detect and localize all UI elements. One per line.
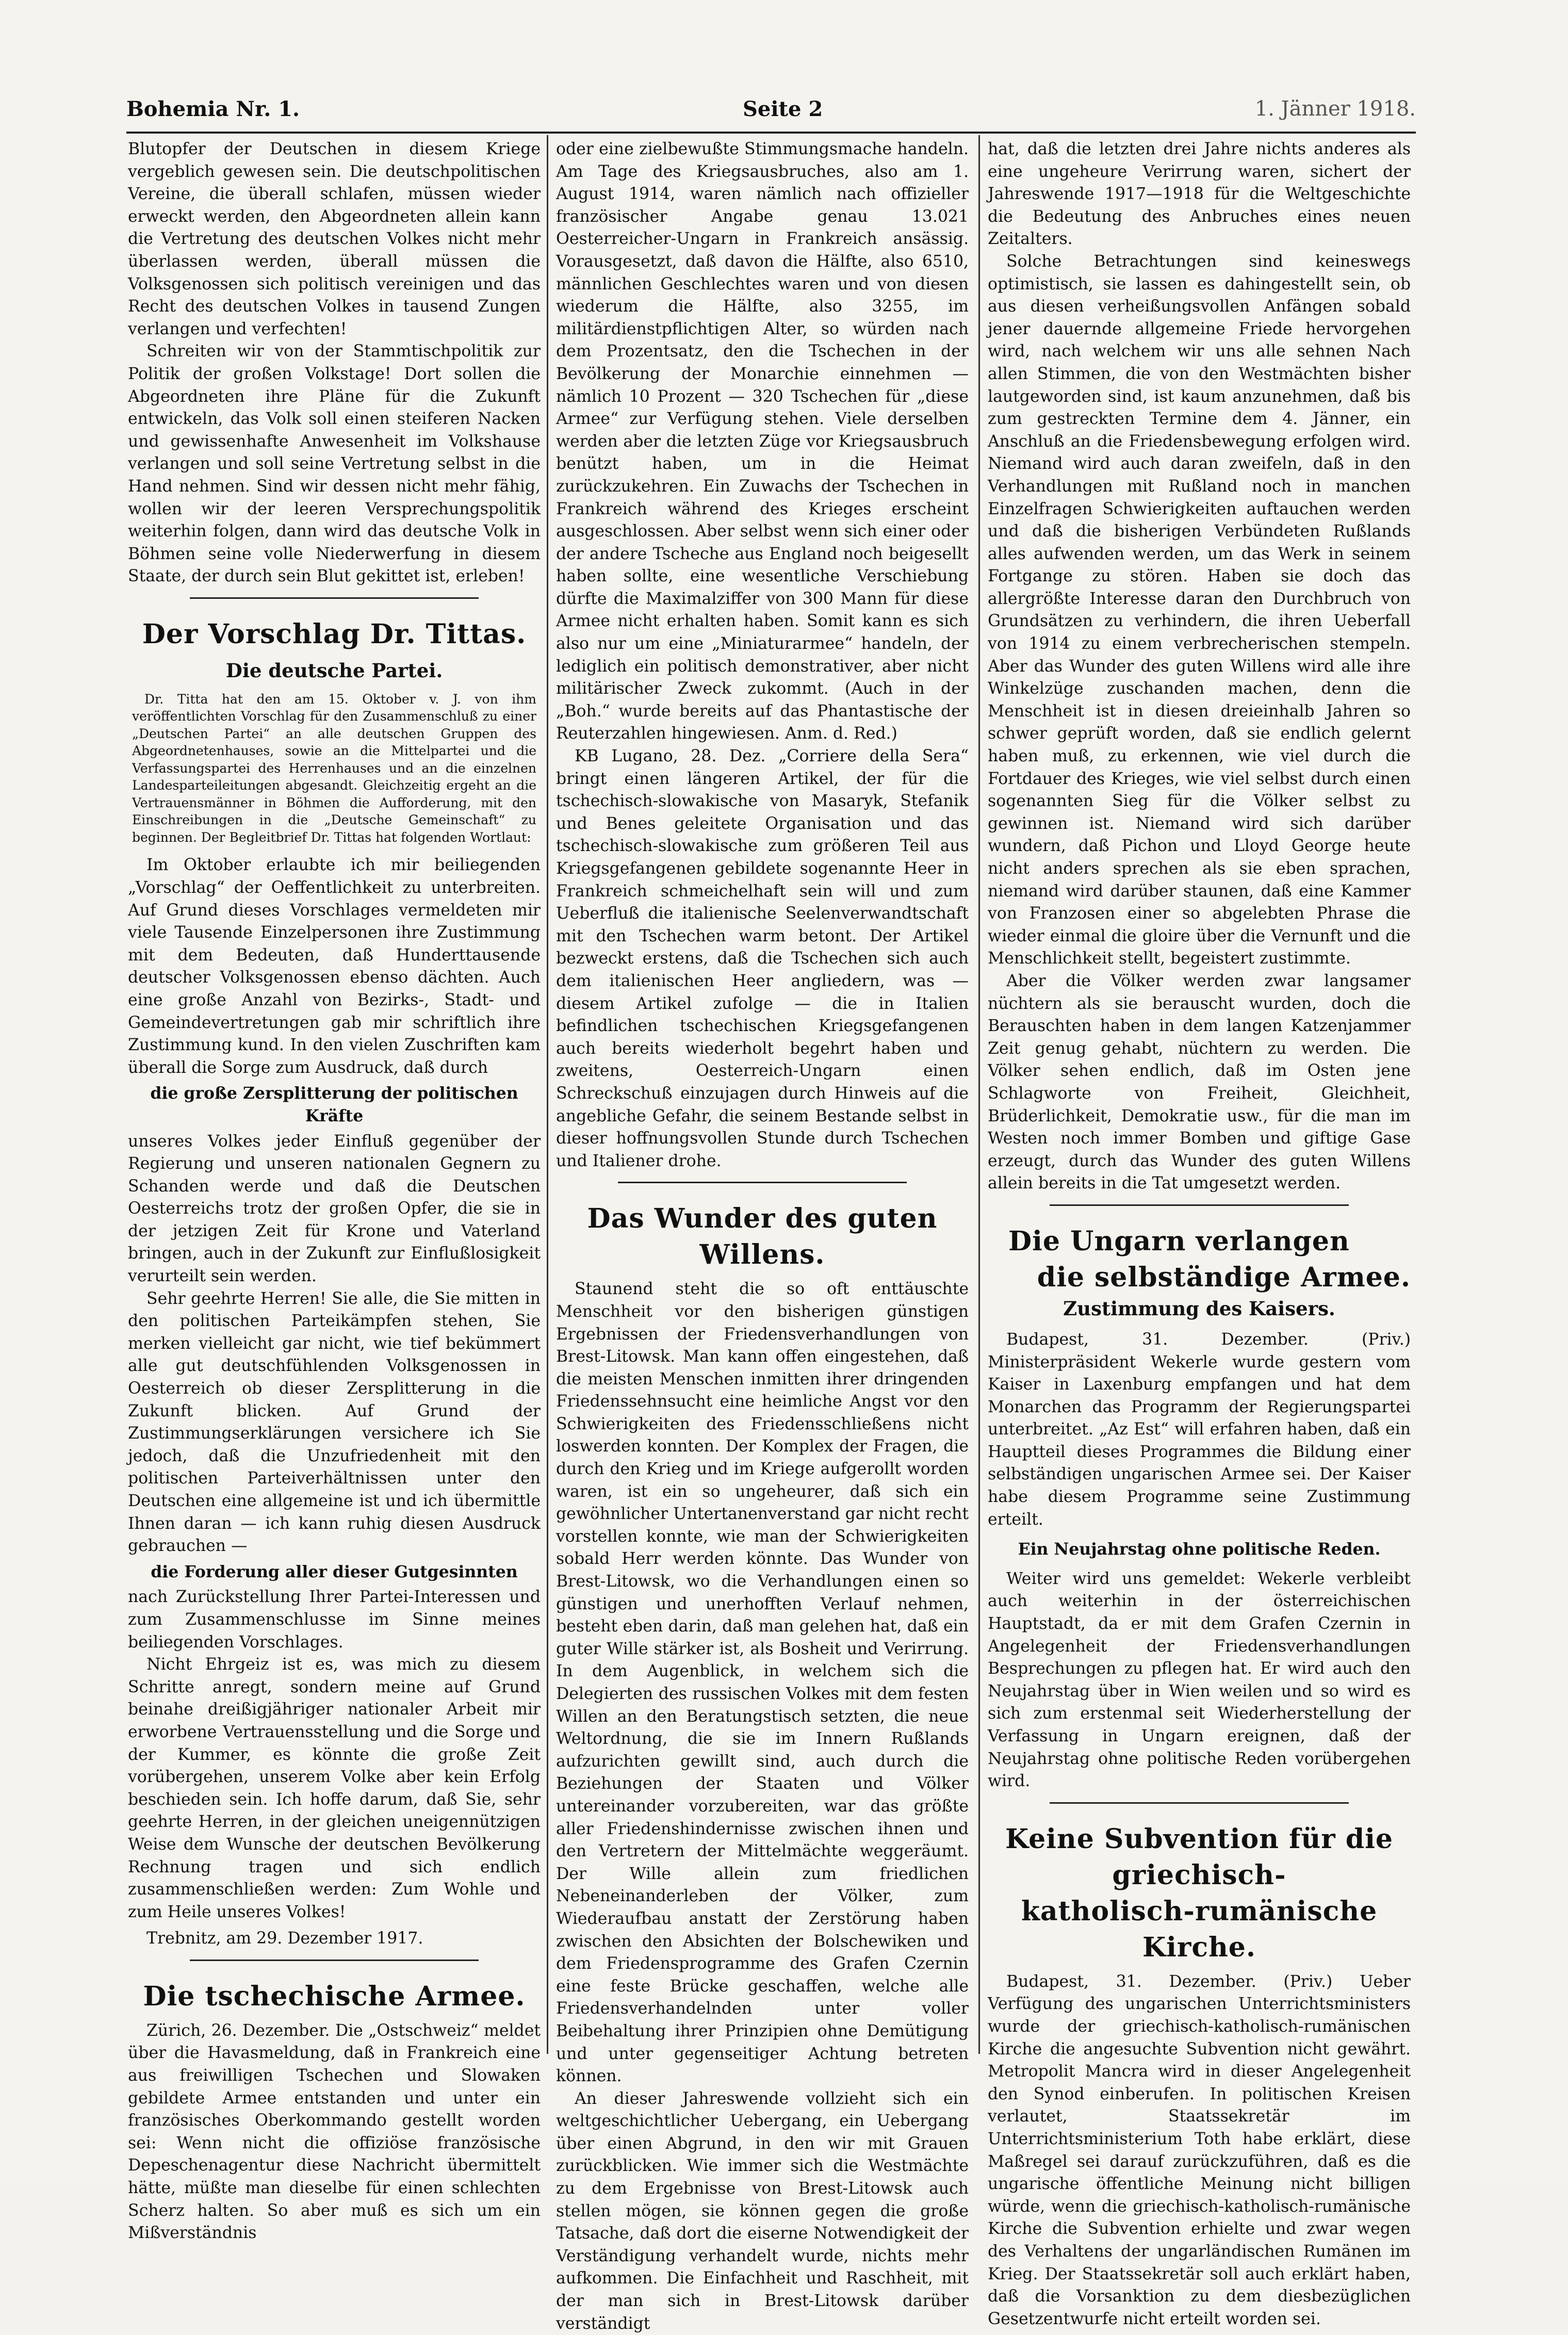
article-text: Staunend steht die so oft enttäuschte Menschheit vor den bisherigen günstigen Ergebnissen der Friedensverhandlungen von Brest-Litowsk. Man kann offen eingestehen, daß die meisten Menschen inmitten ihrer dringenden Friedenssehnsucht eine heimliche Angst vor den Schwierigkeiten des Friedensschließens nicht loswerden konnten. Der Komplex der Fragen, die durch den Krieg und im Kriege aufgerollt worden waren, ist ein so ungeheurer, daß sich ein gewöhnlicher Untertanenverstand gar nicht recht vorstellen konnte, wie man der Schwierigkeiten sobald Herr werden könnte. Das Wunder von Brest-Litowsk, wo die Verhandlungen einen so günstigen und unerhofften Verlauf nehmen, besteht eben darin, daß man gelehen hat, daß ein guter Wille stärker ist, als Bosheit und Verirrung. In dem Augenblick, in welchem sich die Delegierten des russischen Volkes mit dem festen Willen an den Beratungstisch setzten, die neue Weltordnung, die sie im Innern Rußlands aufzurichten gewillt sind, auch durch die Beziehungen der Staaten und Völker untereinander vorzubereiten, war das größte aller Friedenshindernisse zwischen ihnen und den Vertretern der Mittelmächte weggeräumt. Der Wille allein zum friedlichen Nebeneinanderleben der Völker, zum Wiederaufbau anstatt der Zerstörung haben zwischen den Absichten der Bolschewiken und dem Friedensprogramme des Grafen Czernin eine feste Brücke geschaffen, welche alle Friedensverhandelnden unter voller Beibehaltung ihrer Prinzipien ohne Demütigung und unter gegenseitiger Achtung betreten können. <box>556 1280 969 2086</box>
column-3 <box>988 138 1411 2328</box>
headline-ungarn-armee <box>988 1223 1411 1296</box>
article-text: oder eine zielbewußte Stimmungsmache handeln. Am Tage des Kriegsausbruches, also am 1. August 1914, waren nämlich nach offizieller französischer Angabe genau 13.021 Oesterreicher-Ungarn in Frankreich ansässig. Vorausgesetzt, daß davon die Hälfte, also 6510, männlichen Geschlechtes waren und von diesen wiederum die Hälfte, also 3255, im militärdienstpflichtigen Alter, so würden nach dem Prozentsatz, den die Tschechen in der Bevölkerung der Monarchie einnehmen — nämlich 10 Prozent — 320 Tschechen für „diese Armee“ zur Verfügung stehen. Viele derselben werden aber die letzten Züge vor Kriegsausbruch benützt haben, um in die Heimat zurückzukehren. Ein Zuwachs der Tschechen in Frankreich während des Krieges erscheint ausgeschlossen. Aber selbst wenn sich einer oder der andere Tscheche aus England noch beigesellt haben sollte, eine wesentliche Verschiebung dürfte die Maximalziffer von 300 Mann für diese Armee nicht erhalten haben. Somit kann es sich also nur um eine „Miniaturarmee“ handeln, der lediglich ein politisch demonstrativer, aber nicht militärischer Zweck zukommt. (Auch in der „Boh.“ wurde bereits auf das Phantastische der Reuterzahlen hingewiesen. Anm. d. Red.) <box>556 140 969 743</box>
column-divider-2 <box>978 135 980 2054</box>
article-text: Schreiten wir von der Stammtischpolitik zur Politik der großen Volkstage! Dort sollen die Abgeordneten ihre Pläne für die Zukunft entwickeln, das Volk soll einen steiferen Nacken und gewissenhafte Anwesenheit im Volkshause verlangen und soll seine Vertretung selbst in die Hand nehmen. Sind wir dessen nicht mehr fähig, wollen wir der leeren Versprechungspolitik weiterhin folgen, dann wird das deutsche Volk in Böhmen seine volle Niederwerfung in diesem Staate, der durch sein Blut gekittet ist, erleben! <box>128 342 541 586</box>
subheadline-deutsche-partei: Die deutsche Partei. <box>225 659 443 682</box>
article-text: hat, daß die letzten drei Jahre nichts anderes als eine ungeheure Verirrung waren, sichert der Jahreswende 1917—1918 für die Weltgeschichte die Bedeutung des Anbruches eines neuen Zeitalters. <box>988 140 1411 249</box>
column-1 <box>128 138 541 2243</box>
masthead-issue: Bohemia Nr. 1. <box>126 97 300 121</box>
emphasis-line: die Forderung aller dieser Gutgesinnten <box>151 1562 518 1581</box>
article-text: Im Oktober erlaubte ich mir beiliegenden „Vorschlag“ der Oeffentlichkeit zu unterbreiten. Auf Grund dieses Vorschlages vermeldeten mir viele Tausende Einzelpersonen ihre Zustimmung mit dem Bedeuten, daß Hunderttausende deutscher Volksgenossen ebenso dächten. Auch eine große Anzahl von Bezirks-, Stadt- und Gemeindevertretungen gab mir schriftlich ihre Zustimmung kund. In den vielen Zuschriften kam überall die Sorge zum Ausdruck, daß durch <box>128 856 541 1077</box>
article-text: Nicht Ehrgeiz ist es, was mich zu diesem Schritte anregt, sondern meine auf Grund beinahe dreißigjähriger nationaler Arbeit mir erworbene Vertrauensstellung und die Sorge und der Kummer, es könnte die große Zeit vorübergehen, unserem Volke aber kein Erfolg beschieden sein. Ich hoffe darum, daß Sie, sehr geehrte Herren, in der gleichen uneigennützigen Weise dem Wunsche der deutschen Bevölkerung Rechnung tragen und sich endlich zusammenschließen werden: Zum Wohle und zum Heile unseres Volkes! <box>128 1655 541 1921</box>
article-divider <box>1050 1802 1349 1804</box>
emphasis-line: die große Zersplitterung der politischen Kräfte <box>150 1084 518 1125</box>
article-divider <box>1050 1204 1349 1206</box>
article-text: unseres Volkes jeder Einfluß gegenüber der Regierung und unseren nationalen Gegnern zu Schanden werde und daß die Deutschen Oesterreichs trotz der großen Opfer, die sie in der jetzigen Zeit für Krone und Vaterland bringen, auch in der Zukunft zur Einflußlosigkeit verurteilt sein werden. <box>128 1132 541 1286</box>
article-text: Zürich, 26. Dezember. Die „Ostschweiz“ meldet über die Havasmeldung, daß in Frankreich eine aus freiwilligen Tschechen und Slowaken gebildete Armee entstanden und unter ein französisches Oberkommando gestellt worden sei: Wenn nicht die offiziöse französische Depeschenagentur diese Nachricht übermittelt hätte, müßte man dieselbe für einen schlechten Scherz halten. So aber muß es sich um ein Mißverständnis <box>128 2021 541 2243</box>
headline-tschechische-armee: Die tschechische Armee. <box>143 1980 526 2012</box>
article-text: Solche Betrachtungen sind keineswegs optimistisch, sie lassen es dahingestellt sein, ob aus diesen verheißungsvollen Anfängen sobald jener dauernde allgemeine Friede hervorgehen wird, nach welchem wir uns alle sehnen Nach allen Stimmen, die von den Westmächten bisher lautgeworden sind, ist kaum anzunehmen, daß bis zum gestreckten Termine dem 4. Jänner, ein Anschluß an die Friedensbewegung erfolgen wird. Niemand wird auch daran zweifeln, daß in den Verhandlungen mit Rußland noch in manchen Einzelfragen Schwierigkeiten auftauchen werden und daß die bisherigen Verbündeten Rußlands alles aufwenden werden, um das Werk in seinem Fortgange zu stören. Haben sie doch das allergrößte Interesse daran den Durchbruch von Grundsätzen zu verhindern, die ihren Ueberfall von 1914 zu einem verbrecherischen stempeln. Aber das Wunder des guten Willens wird alle ihre Winkelzüge zuschanden machen, denn die Menschheit ist in diesen dreieinhalb Jahren so schwer geprüft worden, daß sie endlich gelernt haben muß, zu erkennen, wie viel durch die Fortdauer des Krieges, wie viel selbst durch einen sogenannten Sieg für die Völker selbst zu gewinnen ist. Niemand wird sich darüber wundern, daß Pichon und Lloyd George heute nicht anders sprechen als sie eben sprachen, niemand wird darüber staunen, daß eine Kammer von Franzosen einer so abgelebten Phrase die wieder einmal die gloire über die Vernunft und die Menschlichkeit stellt, begeistert zustimmte. <box>988 252 1411 968</box>
header-rule <box>126 132 1416 134</box>
headline-line-1: Keine Subvention für die griechisch- <box>1005 1823 1393 1891</box>
headline-line-2: katholisch-rumänische Kirche. <box>1021 1895 1378 1963</box>
article-lead <box>132 691 536 846</box>
issue-date: 1. Jänner 1918. <box>1254 97 1416 121</box>
column-2 <box>556 138 969 2333</box>
headline-vorschlag-titta: Der Vorschlag Dr. Tittas. <box>142 618 527 650</box>
article-divider <box>190 597 479 599</box>
article-divider <box>190 1960 479 1961</box>
article-text: nach Zurückstellung Ihrer Partei-Interessen und zum Zusammenschlusse im Sinne meines beiliegenden Vorschlages. <box>128 1588 541 1652</box>
subheadline-neujahrstag: Ein Neujahrstag ohne politische Reden. <box>1018 1540 1381 1559</box>
lead-text: Dr. Titta hat den am 15. Oktober v. J. von ihm veröffentlichten Vorschlag für den Zusammenschluß zu einer „Deutschen Partei“ an alle deutschen Gruppen des Abgeordnetenhauses, sowie an die Mittelpartei und die Verfassungspartei des Herrenhauses und an die einzelnen Landesparteileitungen abgesandt. Gleichzeitig ergeht an die Vertrauensmänner in Böhmen die Aufforderung, mit den Einschreibungen in die „Deutsche Gemeinschaft“ zu beginnen. Der Begleitbrief Dr. Tittas hat folgenden Wortlaut: <box>132 691 536 845</box>
signature-line: Trebnitz, am 29. Dezember 1917. <box>146 1929 423 1948</box>
article-divider <box>618 1182 907 1183</box>
page-header <box>126 97 1416 128</box>
headline-line-2: die selbständige Armee. <box>1037 1261 1411 1293</box>
headline-line-1: Die Ungarn verlangen <box>1008 1225 1350 1257</box>
article-text: KB Lugano, 28. Dez. „Corriere della Sera“ bringt einen längeren Artikel, der für die tschechisch-slowakische von Masaryk, Stefanik und Benes geleitete Organisation und das tschechisch-slowakische zum größeren Teil aus Kriegsgefangenen gebildete sogenannte Heer in Frankreich schmeichelhaft sein will und zum Ueberfluß die italienische Seelenverwandtschaft mit den Tschechen warm betont. Der Artikel bezweckt erstens, daß die Tschechen sich auch dem italienischen Heer angliedern, was — diesem Artikel zufolge — die in Italien befindlichen tschechischen Kriegsgefangenen auch bereits wiederholt begehrt haben und zweitens, Oesterreich-Ungarn einen Schreckschuß einzujagen durch Hinweis auf die angebliche Gefahr, die seinem Bestande selbst in dieser hoffnungsvollen Stunde durch Tschechen und Italiener drohe. <box>556 747 969 1170</box>
page-number: Seite 2 <box>743 97 823 121</box>
headline-wunder-guten-willens: Das Wunder des guten Willens. <box>587 1203 938 1271</box>
subheadline-zustimmung-kaisers: Zustimmung des Kaisers. <box>1063 1297 1335 1320</box>
article-text: Weiter wird uns gemeldet: Wekerle verbleibt auch weiterhin in der österreichischen Hauptstadt, da er mit dem Grafen Czernin in Angelegenheit der Friedensverhandlungen Besprechungen zu pflegen hat. Er wird auch den Neujahrstag über in Wien weilen und so wird es sich zum erstenmal seit Wiederherstellung der Verfassung in Ungarn ereignen, daß der Neujahrstag ohne politische Reden vorübergehen wird. <box>988 1569 1411 1791</box>
article-text: An dieser Jahreswende vollzieht sich ein weltgeschichtlicher Uebergang, ein Uebergang über einen Abgrund, in den wir mit Grauen zurückblicken. Wie immer sich die Westmächte zu dem Ergebnisse von Brest-Litowsk auch stellen mögen, sie können gegen die große Tatsache, daß dort die eiserne Notwendigkeit der Verständigung verhandelt wurde, nichts mehr aufkommen. Die Einfachheit und Raschheit, mit der man sich in Brest-Litowsk darüber verständigt <box>556 2089 969 2333</box>
article-text: Budapest, 31. Dezember. (Priv.) Ueber Verfügung des ungarischen Unterrichtsministers wurde der griechisch-katholisch-rumänischen Kirche die angesuchte Subvention nicht gewährt. Metropolit Mancra wird in dieser Angelegenheit den Synod einberufen. In politischen Kreisen verlautet, Staatssekretär im Unterrichtsministerium Toth habe erklärt, diese Maßregel sei darauf zurückzuführen, daß es die ungarische öffentliche Meinung nicht billigen würde, wenn die griechisch-katholisch-rumänische Kirche die Subvention erhielte und zwar wegen des Verhaltens der ungarländischen Rumänen im Krieg. Der Staatssekretär soll auch erklärt haben, daß die Vorsanktion zu dem diesbezüglichen Gesetzentwurfe nicht erteilt worden sei. <box>988 1972 1411 2328</box>
column-divider-1 <box>547 135 548 2054</box>
article-text: Blutopfer der Deutschen in diesem Kriege vergeblich gewesen sein. Die deutschpolitischen Vereine, die überall schlafen, müssen wieder erweckt werden, den Abgeordneten allein kann die Vertretung des deutschen Volkes nicht mehr überlassen werden, überall müssen die Volksgenossen sich politisch vereinigen und das Recht des deutschen Volkes in tausend Zungen verlangen und verfechten! <box>128 140 541 338</box>
article-text: Sehr geehrte Herren! Sie alle, die Sie mitten in den politischen Parteikämpfen stehen, Sie merken vielleicht gar nicht, wie tief bekümmert alle gut deutschfühlenden Volksgenossen in Oesterreich ob dieser Zersplitterung in die Zukunft blicken. Auf Grund der Zustimmungserklärungen versichere ich Sie jedoch, daß die Unzufriedenheit mit den politischen Parteiverhältnissen unter den Deutschen eine allgemeine ist und ich übermittle Ihnen daran — ich kann ruhig diesen Ausdruck gebrauchen — <box>128 1289 541 1556</box>
article-text: Budapest, 31. Dezember. (Priv.) Ministerpräsident Wekerle wurde gestern vom Kaiser in Laxenburg empfangen und hat dem Monarchen das Programm der Regierungspartei unterbreitet. „Az Est“ will erfahren haben, daß ein Hauptteil dieses Programmes die Bildung einer selbständigen ungarischen Armee sei. Der Kaiser habe diesem Programme seine Zustimmung erteilt. <box>988 1330 1411 1529</box>
headline-keine-subvention <box>988 1821 1411 1966</box>
article-text: Aber die Völker werden zwar langsamer nüchtern als sie berauscht wurden, doch die Berauschten haben in dem langen Katzenjammer Zeit genug gehabt, nüchtern zu werden. Die Völker sehen endlich, daß im Osten jene Schlagworte von Freiheit, Gleichheit, Brüderlichkeit, Demokratie usw., für die man im Westen noch immer Bomben und giftige Gase erzeugt, durch das Wunder des guten Willens allein bereits in die Tat umgesetzt werden. <box>988 971 1411 1193</box>
